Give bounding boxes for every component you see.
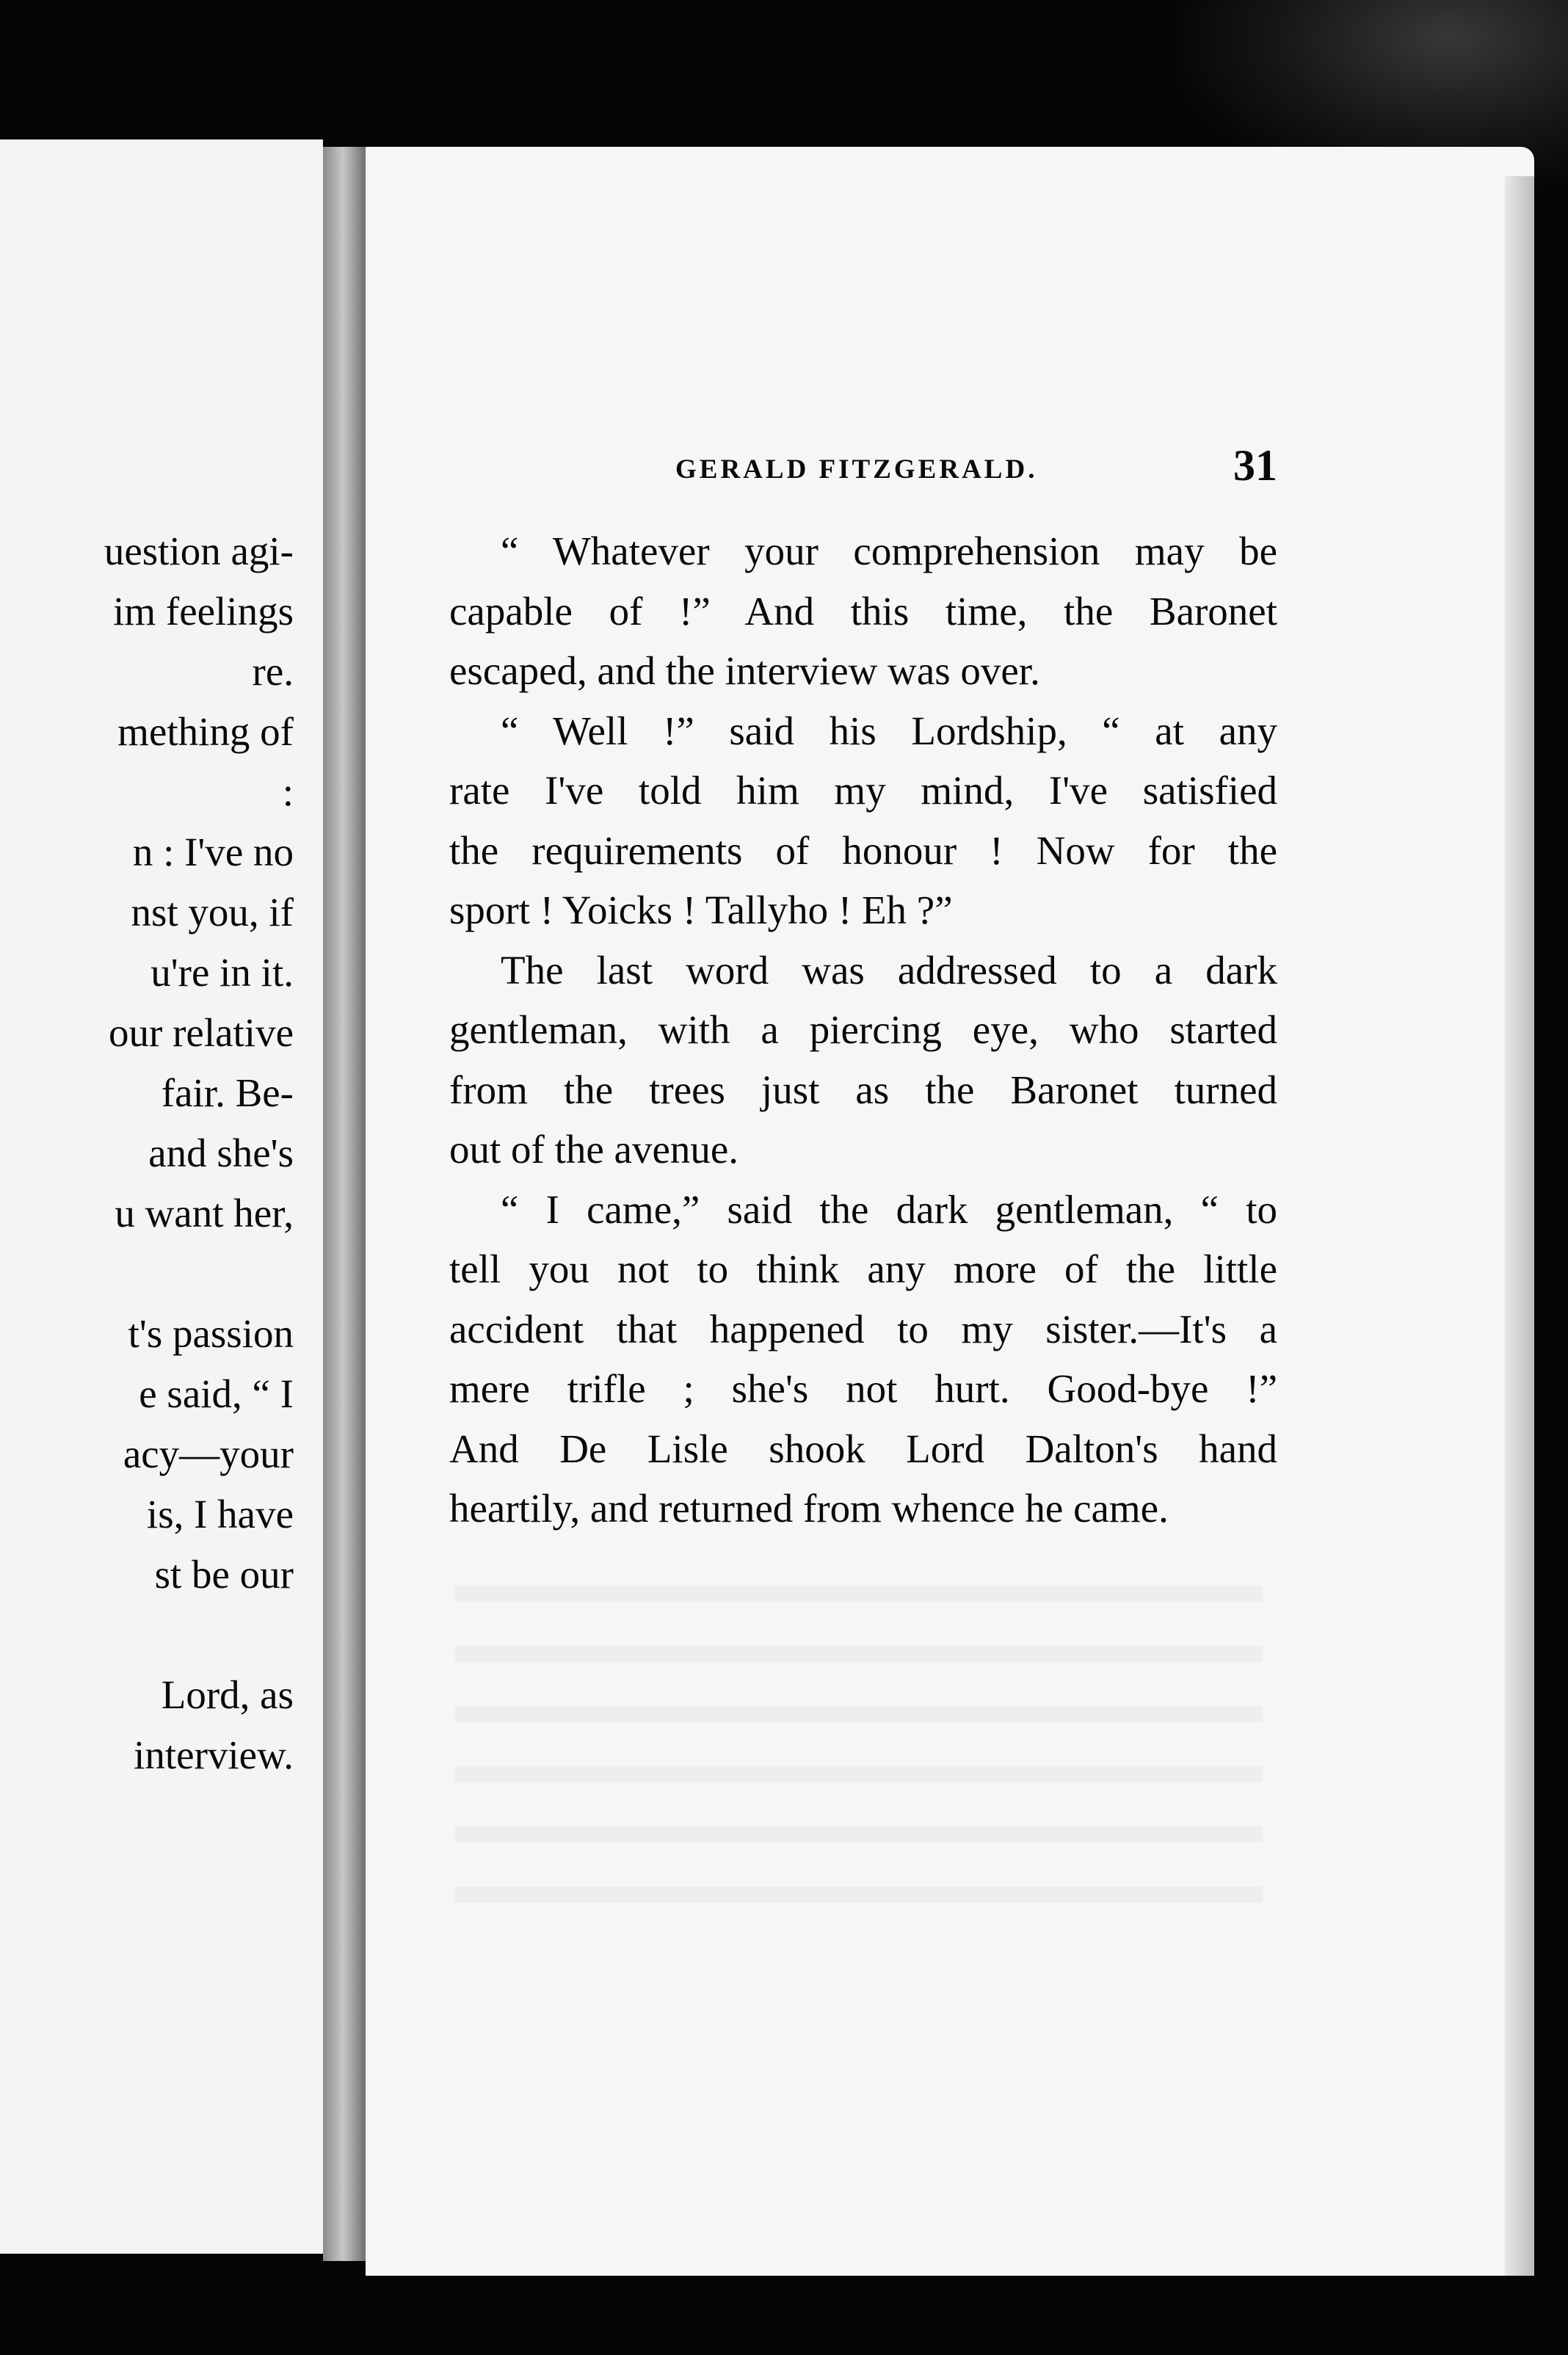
- left-page-line: [0, 1364, 294, 1424]
- left-page-line-text: mething of: [117, 709, 294, 754]
- left-page-line: [0, 1063, 294, 1123]
- page-edge-shadow: [1505, 176, 1534, 2276]
- left-facing-page: [0, 139, 323, 2254]
- left-page-line: [0, 1183, 294, 1244]
- text-line: capable of !” And this time, the Baronet: [449, 588, 1277, 634]
- left-page-line: [0, 1605, 294, 1665]
- left-page-line-text: e said, “ I: [139, 1371, 294, 1416]
- left-page-line-text: is, I have: [146, 1492, 294, 1536]
- text-line: The last word was addressed to a dark: [501, 947, 1277, 993]
- left-page-line-text: u want her,: [115, 1191, 294, 1235]
- book-gutter: [323, 147, 367, 2261]
- text-line: tell you not to think any more of the little: [449, 1247, 1277, 1291]
- left-page-line: [0, 1003, 294, 1063]
- left-page-line: [0, 762, 294, 822]
- running-head: [675, 440, 1277, 499]
- left-page-line: [0, 581, 294, 642]
- left-page-text: [0, 521, 294, 1785]
- left-page-line: [0, 1725, 294, 1785]
- left-page-line: [0, 702, 294, 762]
- text-line: gentleman, with a piercing eye, who started: [449, 1007, 1277, 1052]
- left-page-line: [0, 1244, 294, 1304]
- left-page-line: [0, 943, 294, 1003]
- left-page-line-text: uestion agi-: [104, 529, 294, 573]
- text-line: accident that happened to my sister.—It's a: [449, 1306, 1277, 1351]
- left-page-line-text: Lord, as: [161, 1672, 294, 1717]
- left-page-line-text: nst you, if: [131, 890, 294, 935]
- left-page-line: [0, 1665, 294, 1725]
- left-page-line: [0, 822, 294, 882]
- text-line: “ Well !” said his Lordship, “ at any: [501, 708, 1277, 753]
- left-page-line: [0, 642, 294, 702]
- left-page-line: [0, 882, 294, 943]
- left-page-line: [0, 1304, 294, 1364]
- text-line: from the trees just as the Baronet turned: [449, 1067, 1277, 1112]
- text-line: And De Lisle shook Lord Dalton's hand: [449, 1426, 1277, 1471]
- text-line: out of the avenue.: [449, 1127, 739, 1172]
- text-line: “ Whatever your comprehension may be: [501, 529, 1277, 573]
- show-through-text: [455, 1542, 1263, 1923]
- left-page-line-text: n : I've no: [132, 830, 294, 874]
- text-line: escaped, and the interview was over.: [449, 648, 1040, 693]
- left-page-line: [0, 1424, 294, 1484]
- running-head-title: GERALD FITZGERALD.: [675, 454, 1038, 485]
- left-page-line-text: u're in it.: [150, 950, 294, 995]
- text-line: mere trifle ; she's not hurt. Good-bye !”: [449, 1366, 1277, 1411]
- text-line: the requirements of honour ! Now for the: [449, 827, 1277, 873]
- left-page-line-text: acy—your: [123, 1431, 294, 1476]
- text-line: sport ! Yoicks ! Tallyho ! Eh ?”: [449, 888, 953, 932]
- left-page-line: [0, 1545, 294, 1605]
- left-page-line-text: re.: [252, 649, 294, 694]
- left-page-line-text: interview.: [134, 1732, 294, 1777]
- left-page-line-text: fair. Be-: [161, 1070, 294, 1115]
- text-line: heartily, and returned from whence he came.: [449, 1486, 1169, 1531]
- left-page-line-text: t's passion: [128, 1311, 294, 1356]
- left-page-line: [0, 1123, 294, 1183]
- left-page-line-text: our relative: [109, 1010, 294, 1055]
- left-page-line-text: and she's: [148, 1131, 294, 1175]
- left-page-line: [0, 1484, 294, 1545]
- left-page-line-text: im feelings: [113, 589, 294, 634]
- left-page-line-text: st be our: [154, 1552, 294, 1597]
- text-line: “ I came,” said the dark gentleman, “ to: [501, 1186, 1277, 1232]
- text-line: rate I've told him my mind, I've satisfied: [449, 768, 1277, 813]
- page-number: 31: [1233, 441, 1277, 490]
- page-body-text: [449, 521, 1277, 1539]
- left-page-line: [0, 521, 294, 581]
- left-page-line-text: :: [282, 769, 294, 814]
